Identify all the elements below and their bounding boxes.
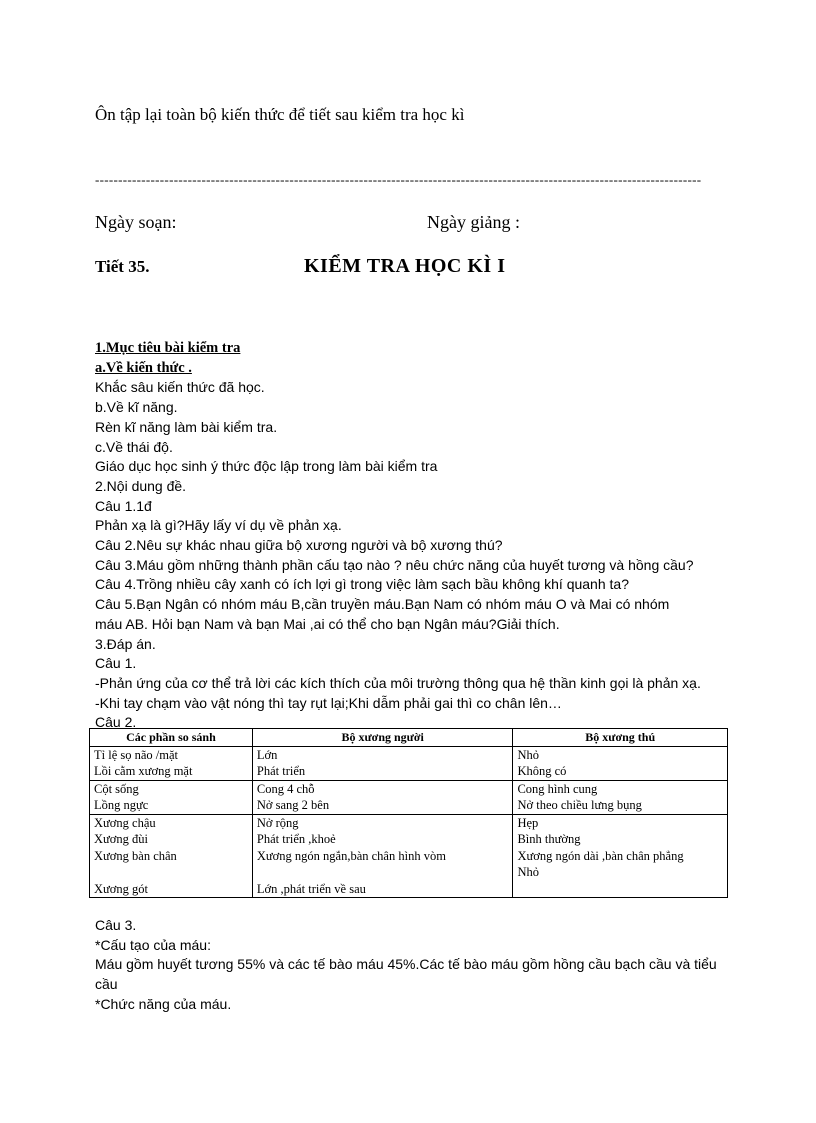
cell-line: Lớn (256, 747, 278, 762)
cell-line: Nở sang 2 bên (256, 798, 330, 812)
structure-text: Máu gồm huyết tương 55% và các tế bào máu 45%.Các tế bào máu gồm hồng cầu bạch cầu và tiểu cầu (95, 956, 717, 993)
cell-line: Lớn ,phát triển về sau (256, 881, 366, 896)
cell-line: Lồng ngực (94, 798, 149, 812)
table-cell (252, 780, 513, 814)
table-cell (252, 746, 513, 780)
cell-line: Tỉ lệ sọ não /mặt (94, 747, 179, 762)
cell-line: Cong 4 chỗ (256, 781, 315, 796)
table-header: Các phần so sánh (90, 729, 253, 747)
review-note: Ôn tập lại toàn bộ kiến thức để tiết sau kiểm tra học kì (95, 105, 465, 124)
cell-line: Xương đùi (94, 832, 149, 846)
comparison-table (89, 728, 728, 898)
cell-line: Nhỏ (517, 865, 539, 879)
table-row (90, 814, 728, 898)
body-line: c.Về thái độ. (95, 438, 173, 455)
cell-line (517, 881, 723, 898)
cell-line: Cong hình cung (517, 781, 598, 796)
q3-heading: Câu 3. (95, 917, 137, 933)
cell-line: Nở rộng (256, 815, 299, 830)
body-line: Phản xạ là gì?Hãy lấy ví dụ về phản xạ. (95, 517, 342, 534)
cell-line: Xương gót (94, 881, 149, 896)
body-line: 3.Đáp án. (95, 635, 156, 652)
cell-line: Phát triển ,khoẻ (256, 832, 336, 846)
body-line: máu AB. Hỏi bạn Nam và bạn Mai ,ai có thể cho bạn Ngân máu?Giải thích. (95, 615, 560, 632)
lesson-title: KIỂM TRA HỌC KÌ I (304, 255, 506, 277)
body-line: -Khi tay chạm vào vật nóng thì tay rụt lại;Khi dẫm phải gai thì co chân lên… (95, 694, 562, 711)
cell-line (94, 864, 248, 881)
table-cell (90, 780, 253, 814)
body-line: Khắc sâu kiến thức đã học. (95, 379, 265, 396)
table-row (90, 780, 728, 814)
table-header-row (90, 729, 728, 747)
table-cell (513, 746, 728, 780)
cell-line: Bình thường (517, 832, 581, 846)
knowledge-heading: a.Về kiến thức . (95, 359, 192, 376)
date-prepared-label: Ngày soạn: (95, 212, 177, 232)
function-heading: *Chức năng của máu. (95, 995, 232, 1012)
table-cell (90, 814, 253, 898)
cell-line: Lồi cằm xương mặt (94, 764, 193, 778)
table-cell (252, 814, 513, 898)
body-line: -Phản ứng của cơ thể trả lời các kích thích của môi trường thông qua hệ thần kinh gọi là phản xạ. (95, 674, 701, 691)
body-line: Câu 1. (95, 655, 137, 672)
cell-line: Cột sống (94, 781, 139, 796)
table-cell (90, 746, 253, 780)
cell-line: Không có (517, 764, 567, 778)
separator-line: ----------------------------------------------------------------------------------------------------------------------------------- (95, 172, 702, 187)
body-line: Câu 2. (95, 714, 137, 731)
cell-line: Xương chậu (94, 815, 156, 830)
table-header: Bộ xương người (252, 729, 513, 747)
date-taught-label: Ngày giảng : (427, 212, 520, 232)
lesson-number: Tiết 35. (95, 257, 150, 276)
body-line: Rèn kĩ năng làm bài kiểm tra. (95, 418, 278, 435)
cell-line: Xương ngón ngắn,bàn chân hình vòm (256, 848, 446, 863)
body-line: Câu 1.1đ (95, 497, 152, 514)
objectives-heading: 1.Mục tiêu bài kiểm tra (95, 340, 241, 356)
answer-question-3 (95, 916, 720, 1015)
body-line: Câu 2.Nêu sự khác nhau giữa bộ xương người và bộ xương thú? (95, 537, 503, 554)
table-row (90, 746, 728, 780)
cell-line (257, 864, 509, 881)
table-header: Bộ xương thú (513, 729, 728, 747)
body-line: Câu 4.Trồng nhiều cây xanh có ích lợi gì trong việc làm sạch bầu không khí quanh ta? (95, 576, 629, 593)
cell-line: Hẹp (517, 815, 539, 830)
body-line: Giáo dục học sinh ý thức độc lập trong làm bài kiểm tra (95, 458, 438, 475)
cell-line: Nhỏ (517, 747, 539, 762)
table-cell (513, 780, 728, 814)
structure-heading: *Cấu tạo của máu: (95, 936, 211, 953)
body-line: Câu 3.Máu gồm những thành phần cấu tạo nào ? nêu chức năng của huyết tương và hồng cầu? (95, 556, 694, 573)
body-line: Câu 5.Bạn Ngân có nhóm máu B,cần truyền máu.Bạn Nam có nhóm máu O và Mai có nhóm (95, 596, 670, 613)
cell-line: Nở theo chiều lưng bụng (517, 798, 642, 812)
cell-line: Xương bàn chân (94, 848, 177, 863)
lesson-body (95, 339, 735, 733)
cell-line: Xương ngón dài ,bàn chân phẳng (517, 848, 684, 863)
body-line: b.Về kĩ năng. (95, 399, 178, 416)
cell-line: Phát triển (256, 764, 306, 778)
body-line: 2.Nội dung đề. (95, 477, 187, 494)
table-cell (513, 814, 728, 898)
